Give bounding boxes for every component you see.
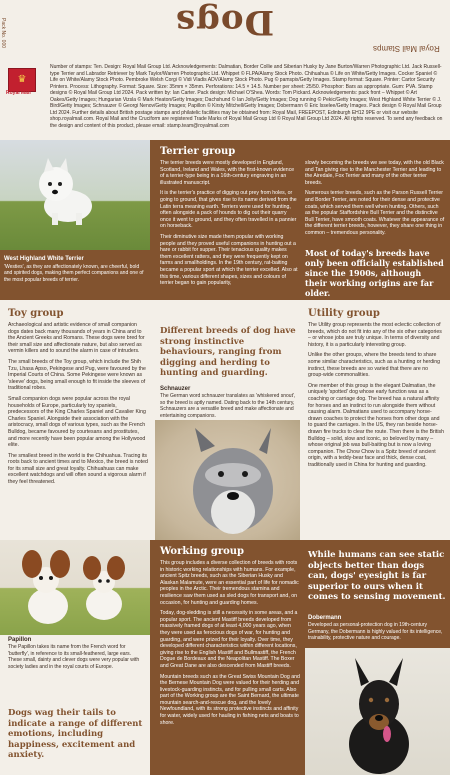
paragraph: One member of this group is the elegant Dalmatian, the uniquely 'spotted' dog whose early function was as a coaching or carriage dog. The breed has a natural affinity for horses and an instinct to run alongside them without causing alarm. Dalmatians used to accompany horse-drawn coaches to protect the horses from other dogs and to guard the carriages. In the US, they ran beside horse-drawn fire trucks to clear the route. Then there is the British Bulldog – solid, slow and iconic, so beloved by many – whose original job was bull-baiting but is now a loving companion. The Chow Chow is a Spitz breed of ancient origin, with a teddy-bear face and thick, dense coat, traditionally used in China for hunting and guarding. (308, 382, 444, 468)
papillon-caption-text: The Papillon takes its name from the French word for 'butterfly', in reference to its small-feathered, large ears. These small, dainty and clever dogs were very popular with society ladies and in the royal courts of Europe. (8, 644, 140, 670)
paragraph: Unlike the other groups, where the breeds tend to share some similar characteristics, such as a hunting or herding instinct, these breeds are so varied that there are no group-wide commonalities. (308, 352, 441, 379)
paragraph: Small companion dogs were popular across the royal households of Europe, particularly toy spaniels, predecessors of the King Charles Spaniel and Cavalier King Charles Spaniel. Alongside their association with the aristocracy, small dogs of various types, such as the French Bulldog, became favoured by courtesans and prostitutes, and more recently have been popular among the Hollywood elite. (8, 395, 146, 449)
paragraph: The Utility group represents the most eclectic collection of breeds, which do not fit into any of the six other categories – or whose jobs are truly unique. In terms of diversity and history, it is a particularly interesting group. (308, 322, 442, 348)
terrier-column-1 (160, 160, 298, 291)
page-title: Dogs (175, 2, 275, 42)
working-title: Working group (160, 546, 245, 557)
paragraph: The smallest breed in the world is the Chihuahua. Tracing its roots back to ancient times and to Mexico, the breed is noted for its small size and great loyalty. Chihuahuas can make excellent watchdogs and will often sound a vigorous alarm if they feel threatened. (8, 452, 148, 486)
terrier-section (0, 140, 450, 300)
schnauzer-dog-icon (155, 420, 300, 540)
westie-dog-icon (30, 158, 100, 226)
schnauzer-caption-title: Schnauzer (160, 386, 191, 392)
papillon-caption (8, 637, 144, 670)
utility-text (308, 322, 444, 472)
info-band (0, 60, 450, 138)
toy-text (8, 322, 148, 490)
paragraph: The small breeds of the Toy group, which include the Shih Tzu, Lhasa Apso, Pekingese and Pug, were favoured by the Imperial Courts of China. Some Pekingese were known as 'sleeve' dogs, being small enough to fit inside the sleeves of traditional robes. (8, 358, 146, 392)
paragraph: Their diminutive size made them popular with working people and they proved useful companions in hunting out a hare or rabbit for supper. Their tenacious quality makes them excellent ratters, and they were frequently kept on farms and smallholdings. In the 19th century, rat-baiting became a popular sport at which the terrier excelled. Also at this time, various different shapes, sizes and colours of terrier began to gain popularity, (160, 233, 298, 287)
terrier-title: Terrier group (160, 146, 236, 157)
utility-title: Utility group (308, 308, 380, 319)
schnauzer-caption (160, 386, 300, 419)
logo-text: Royal Mail (6, 90, 31, 96)
paragraph: Archaeological and artistic evidence of small companion dogs dates back many thousands of years in China and to the Ancient Greeks and Romans. These dogs were bred for their small size and affectionate nature, but also served as vermin killers and to sound the alarm in case of intruders. (8, 322, 145, 355)
royal-mail-logo (8, 68, 36, 92)
credits-text: Number of stamps: Ten. Design: Royal Mail Group Ltd. Acknowledgements: Dalmatian, Border Collie and Siberian Husky by Jane Burton/Warren Photographic Ltd. Jack Russell-type Terrier and Labrador Retriever by Mark Taylor/Warren Photographic Ltd. Whippet © FLPA/Alamy Stock Photo. Chihuahua © Life on White/Getty Images. Cocker Spaniel © Life on White/Alamy Stock Photo. Pembroke Welsh Corgi © Vidi Vladis ADV/Alamy Stock Photo. Pug © pamspix/Getty Images. Stamp format: Square. Printer: Cartor Security Printers. Process: Lithography. Format: Square. Size: 35mm × 35mm. Perforations: 14.5 × 14.5. Number per sheet: 25/50. Phosphor: Bars as appropriate. Gum: PVA. Stamp designs © Royal Mail Group Ltd 2024. Pack written by: Ian Carter. Pack design: Michael O'Shea. Words: Tom Pickard. Acknowledgements: pack front – Whippet © Art Oakes/Getty Images; Hungarian Vizsla © Mark Heaton/Getty Images; Dachshund © Ian Jolly/Getty Images; Dog running © Pekic/Getty Images; West Highland White Terrier © J. Bird/Getty Images; Schnauzer © Georgi Nenov/Getty Images; Papillon © Kirsty Mitchell/Getty Images; Dobermann © Eric Isselee/Getty Images. Pack design © Royal Mail Group Ltd 2024. Further details about British postage stamps and philatelic facilities may be obtained from: Royal Mail, FREEPOST, Edinburgh EH12 9PE or visit our website shop.royalmail.com. Royal Mail and the Cruciform are registered Trade Marks of Royal Mail Group Ltd © Royal Mail Group Ltd 2024. All rights reserved. To send any feedback on the design and content of this product, please email: stamp.team@royalmail.com (50, 64, 443, 129)
eyesight-pull-quote: While humans can see static objects better than dogs can, dogs' eyesight is far superior to ours when it comes to sensing movement. (308, 550, 446, 602)
pack-number: Pack No. 000 (0, 18, 6, 49)
dobermann-photo (305, 648, 450, 775)
tail-wag-pull-quote: Dogs wag their tails to indicate a range of different emotions, including happiness, excitement and anxiety. (8, 708, 143, 760)
paragraph: slowly becoming the breeds we see today, with the old Black and Tan giving rise to the Manchester Terrier and leading to the Airedale, Fox Terrier and many of the other terrier breeds. (305, 160, 444, 186)
westie-photo (0, 140, 150, 250)
westie-caption (4, 256, 146, 283)
crown-icon: ♛ (17, 74, 27, 85)
westie-caption-title: West Highland White Terrier (4, 256, 84, 262)
paragraph: The terrier breeds were mostly developed in England, Scotland, Ireland and Wales, with the first-known evidence of a terrier-type being in a 16th-century engraving in an illustrated manuscript. (160, 160, 295, 186)
papillon-photo (0, 540, 150, 635)
schnauzer-caption-text: The German word schnauzer translates as 'whiskered snout', so the breed is aptly named. Dating back to the 14th century, Schnauzers are a versatile breed and make affectionate and entertaining companions. (160, 393, 296, 419)
paragraph: Mountain breeds such as the Great Swiss Mountain Dog and the Bernese Mountain Dog were valued for their herding and livestock-guarding instincts, and for pulling small carts. Also part of the Working group are the Saint Bernard, the ultimate mountain search-and-rescue dog, and the lovely Newfoundland, with its strong protective instincts and affinity for water, widely used for hauling in fishing nets and boats to shore. (160, 673, 300, 726)
westie-caption-text: 'Westies', as they are affectionately known, are cheerful, bold and spirited dogs, making them perfect companions and one of the most popular breeds of terrier. (4, 263, 144, 283)
papillon-caption-title: Papillon (8, 637, 32, 643)
dobermann-caption-text: Developed as personal-protection dog in 19th-century Germany, the Dobermann is highly valued for its intelligence, trainability, protective nature and courage. (308, 622, 443, 642)
dobermann-caption (308, 615, 446, 642)
dobermann-caption-title: Dobermann (308, 615, 342, 621)
paragraph: This group includes a diverse collection of breeds with roots in historic working relationships with humans. For example, ancient Spitz breeds, such as the Siberian Husky and Alaskan Malamute, were an essential part of life for nomadic peoples in the Arctic. Their tremendous stamina and resilience saw them used as sled dogs for transport and, on occasion, for hunting and guarding homes. (160, 560, 299, 606)
header-band (0, 0, 450, 58)
terrier-pull-quote: Most of today's breeds have only been officially established since the 1900s, although their working origins are far older. (305, 248, 444, 298)
dobermann-dog-icon (305, 648, 450, 775)
schnauzer-photo (155, 420, 300, 540)
paragraph: Numerous terrier breeds, such as the Parson Russell Terrier and Border Terrier, are noted for their dense and protective coats, which served them well when hunting. Others, such as the popular Staffordshire Bull Terrier and the distinctive Bull Terrier, have smooth coats. Whatever the appearance of the different terrier breeds, however, they share one thing in common – tremendous personality. (305, 190, 445, 236)
title-wrap (0, 2, 450, 42)
paragraph: It is the terrier's practice of digging out prey from holes, or going to ground, that gives rise to its name derived from the Latin terra meaning earth. Terriers were used for hunting, often alongside a pack of hounds to dig out their quarry once it went to ground, and they often travelled in a pannier on horseback. (160, 190, 297, 230)
papillon-dog-icon (0, 540, 150, 635)
paragraph: Today, dog-sledding is still a necessity in some areas, and a popular sport. The ancient Mastiff breeds developed from massively framed dogs of at least 4,000 years ago, when they were used as ferocious dogs of war, for hunting and guarding, and were prized for their loyalty. Over time, they developed different characteristics within different locations, giving rise to the English Mastiff and Bullmastiff, the French Dogue de Bordeaux and the Neapolitan Mastiff. The Boxer and Great Dane are also descended from Mastiff breeds. (160, 610, 298, 669)
working-text (160, 560, 300, 730)
working-section (0, 540, 450, 775)
terrier-column-2 (305, 160, 445, 241)
toy-section (0, 300, 450, 540)
toy-title: Toy group (8, 308, 64, 319)
behaviour-pull-quote: Different breeds of dog have strong instinctive behaviours, ranging from digging and herding to hunting and guarding. (160, 326, 296, 378)
header-subtitle: Royal Mail Stamps (373, 44, 440, 53)
